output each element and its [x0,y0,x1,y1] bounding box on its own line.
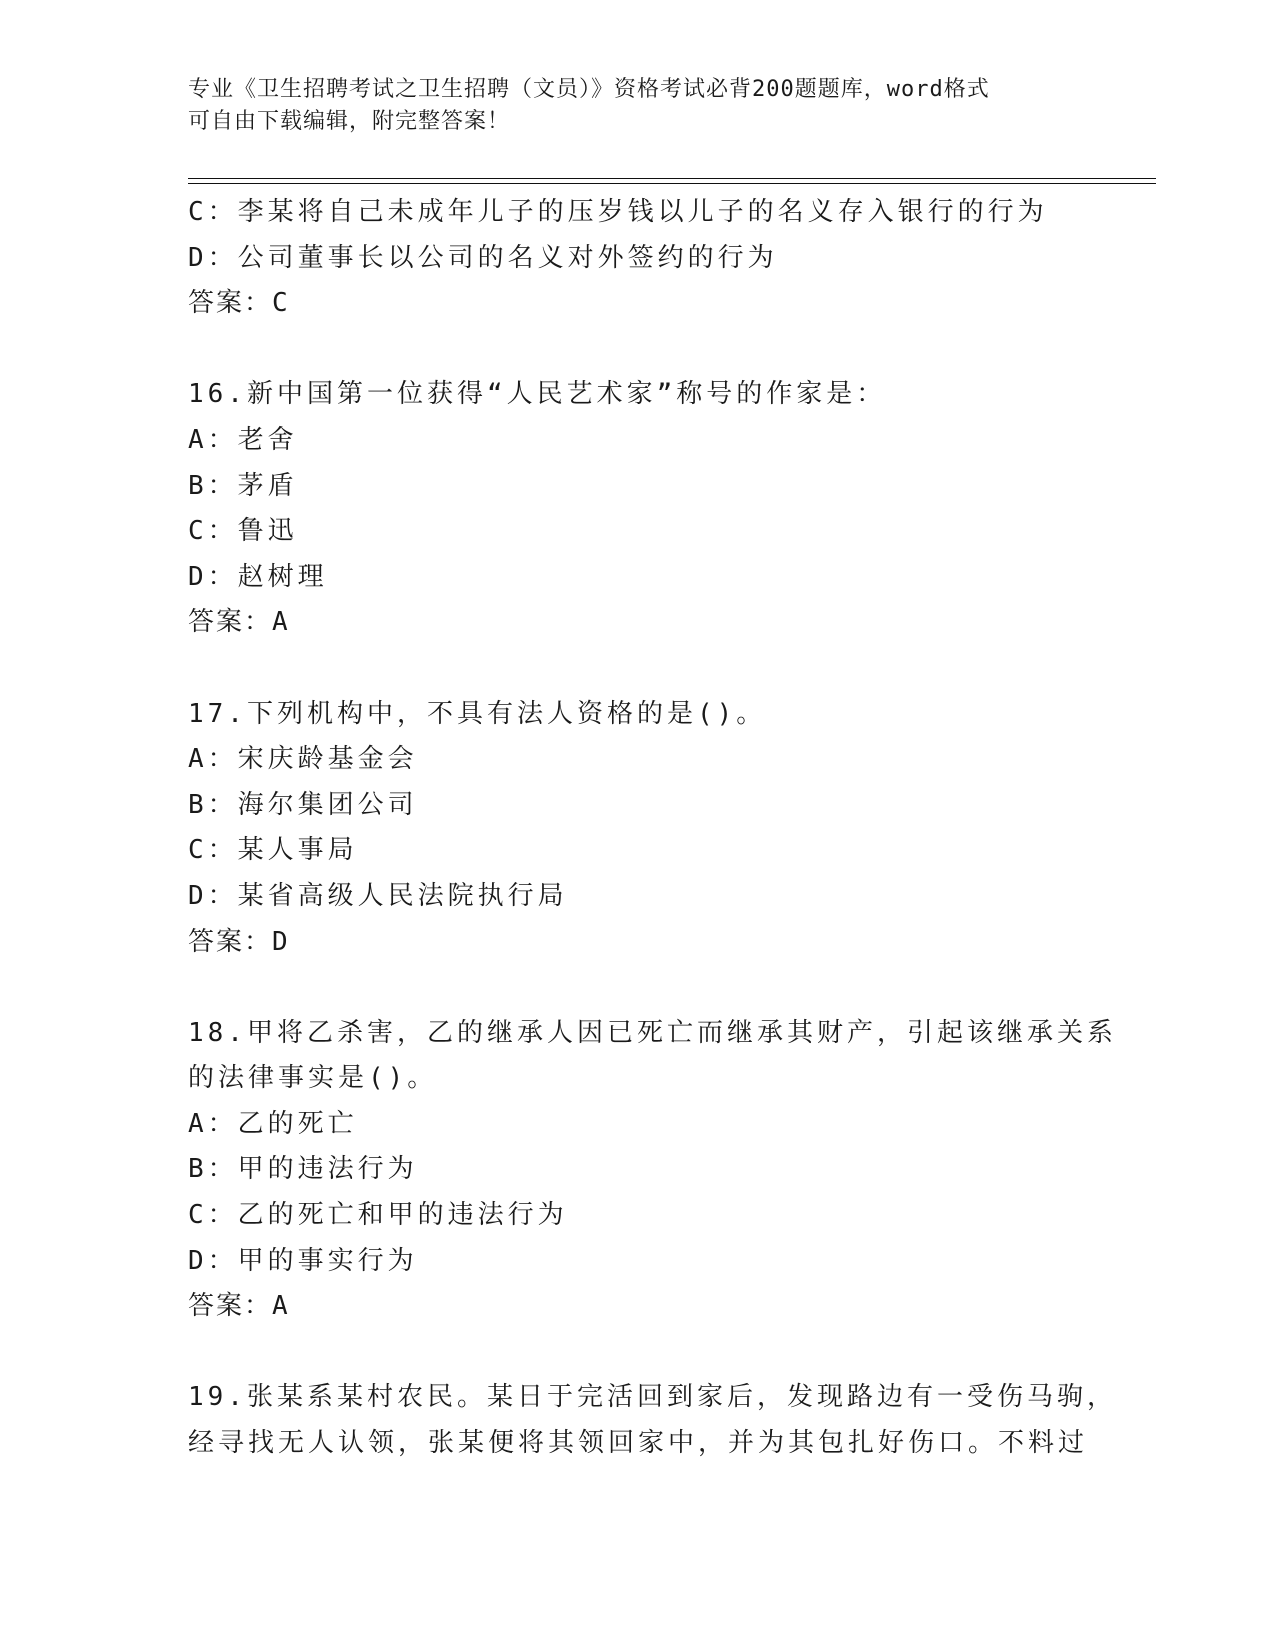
option-d: D：某省高级人民法院执行局 [188,880,568,911]
option-c: C：乙的死亡和甲的违法行为 [188,1200,568,1231]
header-title-line-1: 专业《卫生招聘考试之卫生招聘（文员）》资格考试必背200题题库，word格式 [188,77,990,102]
option-b: B：茅盾 [188,470,298,501]
question-stem-continued: 的法律事实是()。 [188,1063,438,1094]
option-b: B：海尔集团公司 [188,789,418,820]
question-stem-continued: 经寻找无人认领，张某便将其领回家中，并为其包扎好伤口。不料过 [188,1428,1089,1459]
question-list [188,190,1117,1467]
answer-line: 答案：D [188,926,290,957]
option-c: C：鲁迅 [188,516,298,547]
question-block-19 [188,1375,1117,1466]
option-b: B：甲的违法行为 [188,1154,418,1185]
spacer [188,1330,1088,1376]
answer-line: 答案：A [188,607,290,638]
question-stem: 16.新中国第一位获得“人民艺术家”称号的作家是： [188,379,887,410]
question-block-16 [188,372,1088,646]
header-divider-bottom [188,183,1156,184]
question-block-18 [188,1011,1117,1330]
option-d: D：甲的事实行为 [188,1245,418,1276]
spacer [188,327,1088,373]
question-stem: 19.张某系某村农民。某日于完活回到家后，发现路边有一受伤马驹， [188,1382,1117,1413]
option-c: C：李某将自己未成年儿子的压岁钱以儿子的名义存入银行的行为 [188,197,1048,227]
question-block-15 [188,190,1088,327]
header-title-line-2: 可自由下载编辑，附完整答案！ [188,109,511,134]
option-d: D：公司董事长以公司的名义对外签约的行为 [188,242,778,273]
option-c: C：某人事局 [188,835,358,866]
option-a: A：老舍 [188,424,298,455]
spacer [188,965,1088,1011]
question-stem: 17.下列机构中，不具有法人资格的是()。 [188,698,767,729]
question-block-17 [188,692,1088,966]
spacer [188,646,1088,692]
answer-line: 答案：C [188,288,290,319]
option-a: A：乙的死亡 [188,1108,358,1139]
header-divider-top [188,178,1156,179]
option-d: D：赵树理 [188,561,328,592]
question-stem: 18.甲将乙杀害，乙的继承人因已死亡而继承其财产，引起该继承关系 [188,1017,1117,1048]
answer-line: 答案：A [188,1291,290,1322]
option-a: A：宋庆龄基金会 [188,744,418,775]
document-header [188,74,1088,138]
